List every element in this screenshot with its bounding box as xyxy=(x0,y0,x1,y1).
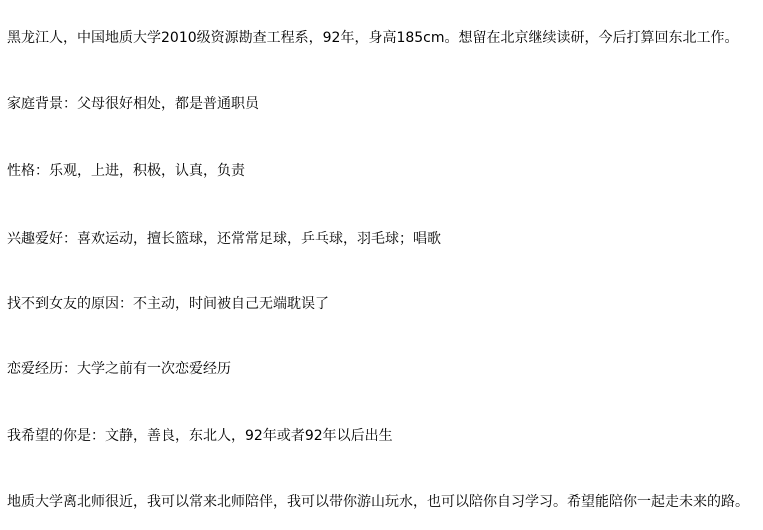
personality-line: 性格：乐观，上进，积极，认真，负责 xyxy=(7,163,245,179)
expectations-line: 我希望的你是：文静，善良，东北人，92年或者92年以后出生 xyxy=(7,428,393,444)
reason-no-girlfriend-line: 找不到女友的原因：不主动，时间被自己无端耽误了 xyxy=(7,296,329,312)
love-history-line: 恋爱经历：大学之前有一次恋爱经历 xyxy=(7,361,231,377)
family-background-line: 家庭背景：父母很好相处，都是普通职员 xyxy=(7,96,259,112)
intro-line: 黑龙江人，中国地质大学2010级资源勘查工程系，92年，身高185cm。想留在北京继续读研，今后打算回东北工作。 xyxy=(7,30,739,46)
closing-line: 地质大学离北师很近，我可以常来北师陪伴，我可以带你游山玩水，也可以陪你自习学习。希望能陪你一起走未来的路。 xyxy=(7,494,749,510)
hobbies-line: 兴趣爱好：喜欢运动，擅长篮球，还常常足球，乒乓球，羽毛球；唱歌 xyxy=(7,231,441,247)
